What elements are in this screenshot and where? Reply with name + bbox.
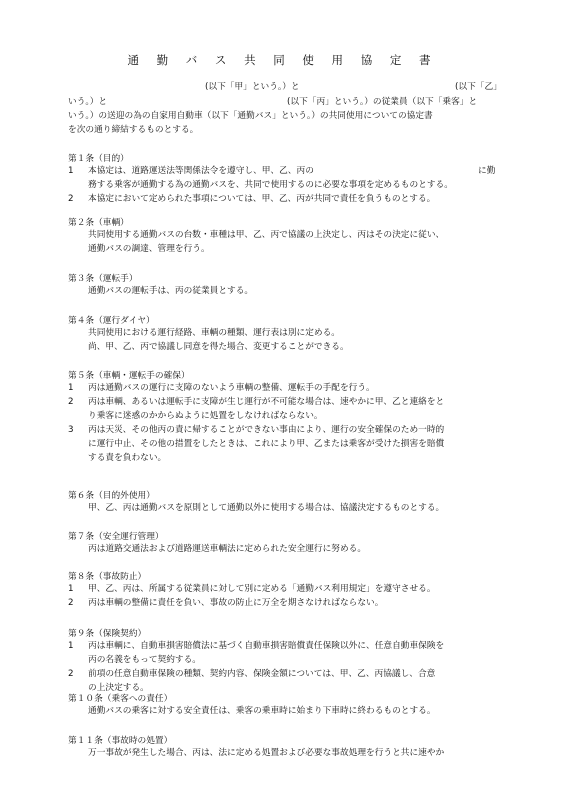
clause-text: の上決定する。	[88, 683, 149, 693]
clause-text: に運行中止、その他の措置をしたときは、これにより甲、乙または乗客が受けた損害を賠償	[88, 439, 445, 449]
clause-text: 務する乗客が通勤する為の通勤バスを、共同で使用するのに必要な事項を定めるものとする。	[88, 180, 453, 190]
article-heading: 第７条（安全運行管理）	[68, 532, 164, 542]
article-heading: 第５条（車輌・運転手の確保）	[68, 371, 190, 381]
clause-number: 2	[68, 397, 74, 407]
article-heading: 第６条（目的外使用）	[68, 491, 155, 501]
clause-text: 丙は天災、その他丙の責に帰することができない事由により、運行の安全確保のため一時的	[88, 425, 445, 435]
clause-text: 甲、乙、丙は通勤バスを原則として通勤以外に使用する場合は、協議決定するものとする。	[88, 503, 445, 513]
clause-text: 前項の任意自動車保険の種類、契約内容、保険金額については、甲、乙、丙協議し、合意	[88, 669, 436, 679]
clause-text: 本協定は、道路運送法等関係法令を遵守し、甲、乙、丙の	[88, 166, 314, 176]
clause-number: 2	[68, 194, 74, 204]
clause-text: 万一事故が発生した場合、丙は、法に定める処置および必要な事故処理を行うと共に速やか	[88, 748, 445, 758]
clause-text: 共同使用における運行経路、車輌の種類、運行表は別に定める。	[88, 328, 340, 338]
article-heading: 第１１条（事故時の処置）	[68, 736, 173, 746]
clause-text: 丙の名義をもって契約する。	[88, 655, 201, 665]
clause-number: 1	[68, 166, 74, 176]
document-title: 通 勤 バ ス 共 同 使 用 協 定 書	[127, 53, 438, 67]
clause-number: 3	[68, 425, 74, 435]
intro-line: いう。）の送迎の為の自家用自動車（以下「通勤バス」という。）の共同使用についての協定書	[68, 111, 433, 121]
article-heading: 第８条（事故防止）	[68, 572, 147, 582]
clause-text: 尚、甲、乙、丙で協議し同意を得た場合、変更することができる。	[88, 342, 349, 352]
clause-text: 甲、乙、丙は、所属する従業員に対して別に定める「通勤バス利用規定」を遵守させる。	[88, 584, 436, 594]
article-heading: 第４条（運行ダイヤ）	[68, 316, 155, 326]
article-heading: 第２条（車輌）	[68, 218, 129, 228]
intro-line: いう。）と	[68, 97, 108, 107]
clause-text: 丙は車輌、あるいは運転手に支障が生じ運行が不可能な場合は、速やかに甲、乙と連絡をと	[88, 397, 445, 407]
clause-number: 2	[68, 598, 74, 608]
article-heading: 第１０条（乗客への責任）	[68, 694, 173, 704]
clause-number: 1	[68, 641, 74, 651]
intro-line: (以下「乙」	[455, 82, 502, 92]
clause-text: 丙は道路交通法および道路運送車輌法に定められた安全運行に努める。	[88, 544, 366, 554]
clause-text: 共同使用する通勤バスの台数・車種は甲、乙、丙で協議の上決定し、丙はその決定に従い、	[88, 230, 445, 240]
clause-text: 通勤バスの運転手は、丙の従業員とする。	[88, 286, 254, 296]
clause-text: 丙は車輌の整備に責任を負い、事故の防止に万全を期さなければならない。	[88, 598, 384, 608]
clause-text-tail: に勤	[478, 166, 496, 176]
clause-number: 1	[68, 584, 74, 594]
clause-text: 通勤バスの乗客に対する安全責任は、乗客の乗車時に始まり下車時に終わるものとする。	[88, 706, 436, 716]
intro-line: を次の通り締結するものとする。	[68, 125, 199, 135]
clause-text: 丙は通勤バスの運行に支障のないよう車輌の整備、運転手の手配を行う。	[88, 383, 375, 393]
article-heading: 第９条（保険契約）	[68, 629, 147, 639]
clause-text: り乗客に迷惑のかからぬように処置をしなければならない。	[88, 411, 323, 421]
clause-text: 通勤バスの調達、管理を行う。	[88, 244, 210, 254]
intro-line: (以下「甲」という。）と	[205, 82, 300, 92]
clause-text: 本協定において定められた事項については、甲、乙、丙が共同で責任を負うものとする。	[88, 194, 436, 204]
clause-number: 1	[68, 383, 74, 393]
article-heading: 第１条（目的）	[68, 154, 129, 164]
clause-text: する責を負わない。	[88, 453, 167, 463]
intro-line: (以下「丙」という。）の従業員（以下「乗客」と	[287, 97, 478, 107]
article-heading: 第３条（運転手）	[68, 274, 138, 284]
clause-text: 丙は車輌に、自動車損害賠償法に基づく自動車損害賠償責任保険以外に、任意自動車保険を	[88, 641, 445, 651]
clause-number: 2	[68, 669, 74, 679]
